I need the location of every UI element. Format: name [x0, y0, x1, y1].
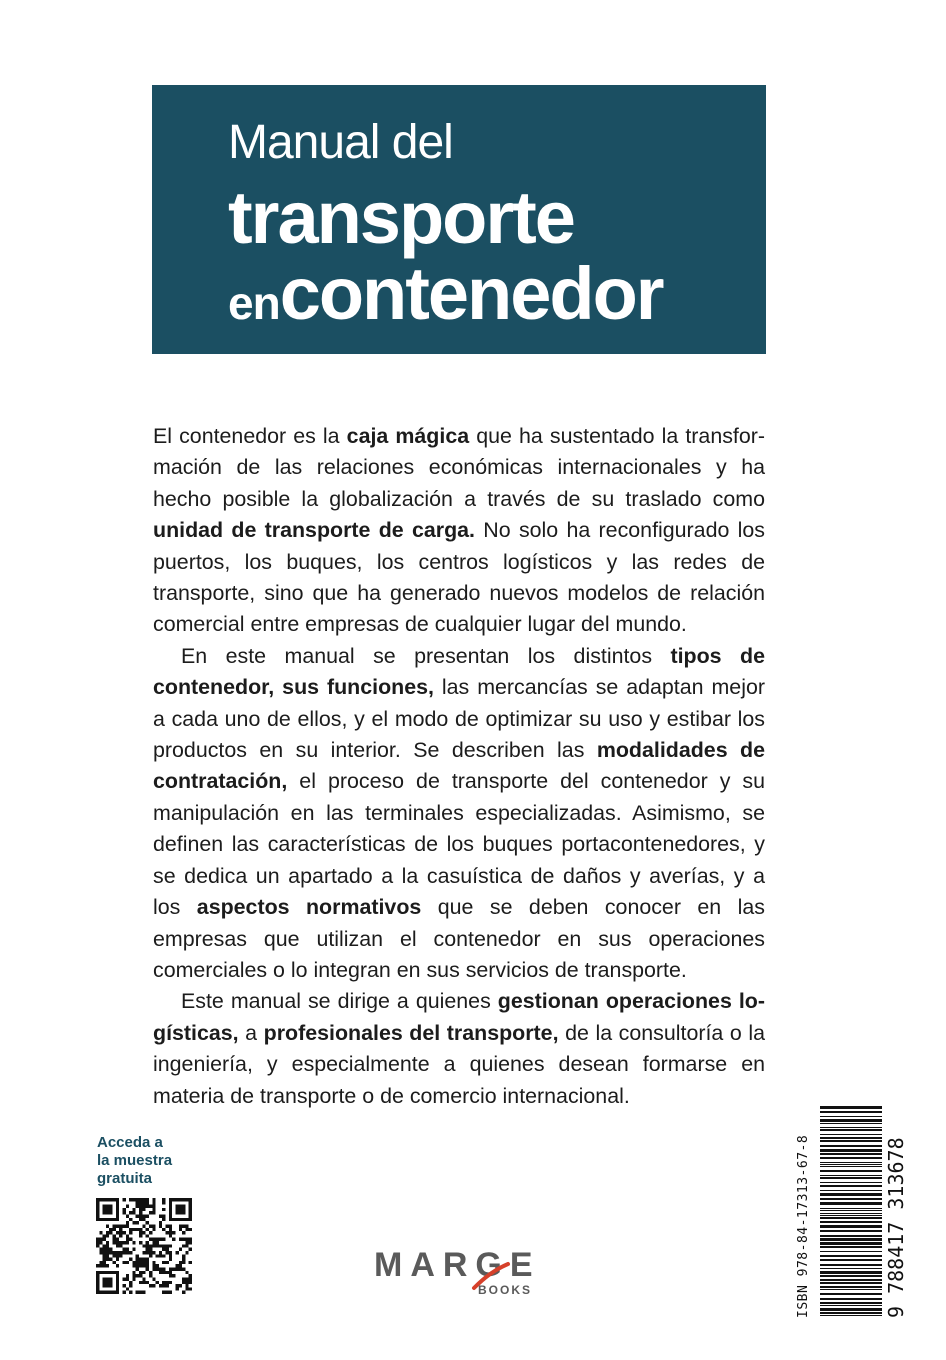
- title-line-3-small: en: [228, 277, 280, 329]
- bold-phrase: unidad de transporte de carga.: [153, 518, 476, 543]
- text-run: de la consultoría o la ingeniería, y especialmente a quienes desean formarse en materia de transporte o de comercio internacional.: [153, 1020, 765, 1108]
- barcode: [820, 1106, 882, 1318]
- bold-phrase: tipos de contenedor, sus funciones,: [153, 643, 765, 700]
- bold-phrase: modalidades de contratación,: [153, 738, 765, 794]
- blurb-paragraph: [153, 421, 765, 641]
- logo-subtext: BOOKS: [478, 1283, 533, 1296]
- text-run: el proceso de transporte del contenedor y su manipulación en las terminales especializadas. Asimismo, se definen las características de los buques portacontenedores, y se dedica un apartado a la casuística de daños y averías, y a los: [153, 769, 765, 920]
- qr-caption-line: gratuita: [97, 1170, 153, 1187]
- text-run: las mercancías se adaptan mejor a cada uno de ellos, y el modo de optimizar su uso y estibar los productos en su interior. Se describen las: [153, 675, 765, 763]
- qr-caption-line: la muestra: [97, 1152, 173, 1169]
- text-run: que se deben conocer en las empresas que utilizan el contenedor en sus operaciones comerciales o lo integran en sus servicios de transporte.: [153, 895, 765, 982]
- text-run: El contenedor es la: [153, 424, 347, 448]
- bold-phrase: profesionales del transporte,: [263, 1020, 559, 1045]
- bold-phrase: aspectos normativos: [196, 895, 422, 920]
- blurb-paragraph: [153, 986, 765, 1112]
- text-run: a: [238, 1020, 264, 1045]
- bold-phrase: caja mágica: [346, 424, 470, 448]
- text-run: Este manual se dirige a quienes: [181, 989, 498, 1014]
- blurb-paragraph: [153, 641, 765, 986]
- ean-digits: 9 788417 313678: [884, 1137, 908, 1318]
- blurb-text: [153, 421, 765, 1112]
- text-run: que ha sustentado la transformación de las relaciones económicas internacionales y ha hecho posible la globalización a través de su traslado como: [153, 424, 766, 511]
- isbn-number: ISBN 978-84-17313-67-8: [796, 1134, 811, 1318]
- title-line-1: Manual del: [228, 116, 453, 169]
- qr-caption-line: Acceda a: [97, 1134, 163, 1151]
- publisher-logo: [374, 1244, 546, 1296]
- title-line-2: transporte: [228, 176, 574, 259]
- qr-code[interactable]: [96, 1198, 192, 1294]
- title-line-3: [228, 252, 663, 335]
- qr-caption: [97, 1134, 217, 1188]
- text-run: No solo ha reconfigurado los puertos, los buques, los centros logísticos y las redes de transporte, sino que ha generado nuevos modelos de relación comercial entre empresas de cualquier lugar del mundo.: [153, 518, 766, 637]
- title-line-3-big: contenedor: [279, 252, 663, 335]
- logo-text: MARGE: [374, 1246, 541, 1284]
- bold-phrase: gestionan operaciones logísticas,: [153, 989, 765, 1045]
- title-banner: [152, 85, 766, 354]
- text-run: En este manual se presentan los distintos: [181, 643, 671, 668]
